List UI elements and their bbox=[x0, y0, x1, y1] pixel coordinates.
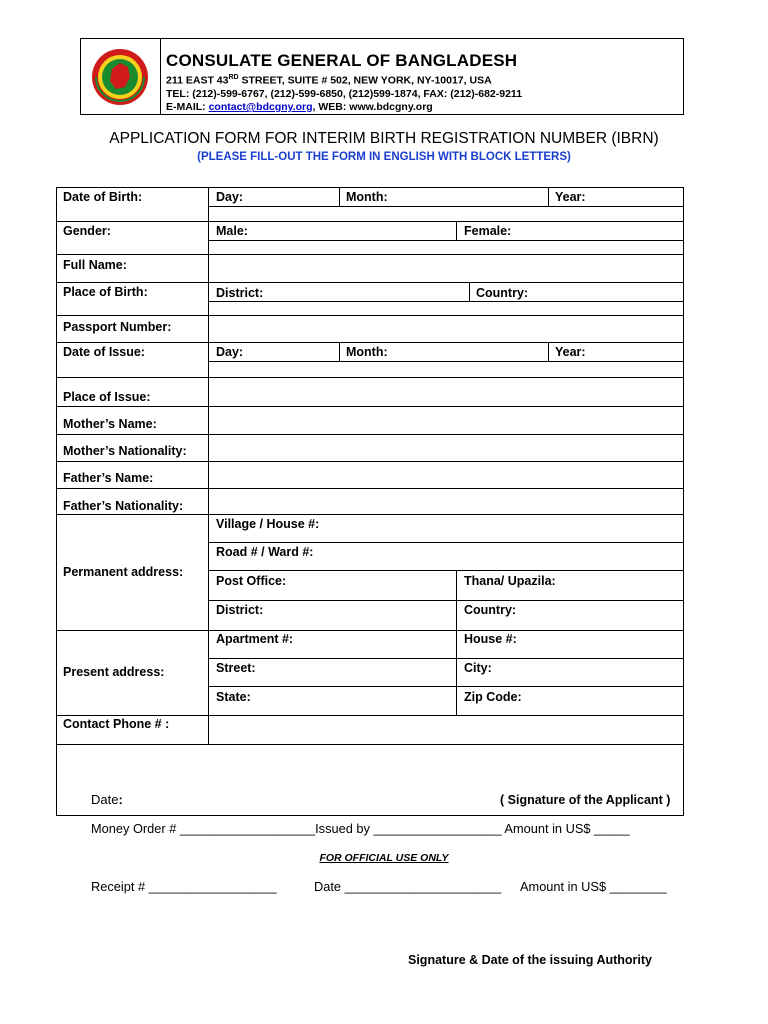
field-permanent-country[interactable]: Country: bbox=[464, 603, 517, 617]
field-village-house[interactable]: Village / House #: bbox=[216, 517, 320, 531]
label-contact-phone: Contact Phone # : bbox=[63, 717, 170, 731]
field-street[interactable]: Street: bbox=[216, 661, 256, 675]
consulate-header bbox=[80, 38, 684, 115]
field-birth-year[interactable]: Year: bbox=[555, 190, 586, 204]
field-zip-code[interactable]: Zip Code: bbox=[464, 690, 522, 704]
label-place-of-issue: Place of Issue: bbox=[63, 390, 151, 404]
field-birth-district[interactable]: District: bbox=[216, 286, 264, 300]
form-title: APPLICATION FORM FOR INTERIM BIRTH REGISTRATION NUMBER (IBRN) bbox=[109, 130, 659, 147]
logo-cell bbox=[81, 39, 161, 114]
label-present-address: Present address: bbox=[63, 665, 165, 679]
field-birth-country[interactable]: Country: bbox=[476, 286, 529, 300]
field-thana-upazila[interactable]: Thana/ Upazila: bbox=[464, 574, 556, 588]
consulate-contact: E-MAIL: contact@bdcgny.org, WEB: www.bdcgny.org bbox=[166, 101, 433, 113]
receipt-line: Receipt # __________________ bbox=[91, 879, 277, 894]
label-mothers-nationality: Mother’s Nationality: bbox=[63, 444, 187, 458]
consulate-phone: TEL: (212)-599-6767, (212)-599-6850, (212)599-1874, FAX: (212)-682-9211 bbox=[166, 88, 523, 100]
label-mothers-name: Mother’s Name: bbox=[63, 417, 157, 431]
consulate-title: CONSULATE GENERAL OF BANGLADESH bbox=[166, 51, 518, 70]
field-female[interactable]: Female: bbox=[464, 224, 512, 238]
field-male[interactable]: Male: bbox=[216, 224, 248, 238]
consulate-address: 211 EAST 43RD STREET, SUITE # 502, NEW YORK, NY-10017, USA bbox=[166, 74, 492, 87]
field-issue-day[interactable]: Day: bbox=[216, 345, 244, 359]
official-use-heading: FOR OFFICIAL USE ONLY bbox=[319, 852, 449, 864]
signature-authority-label: Signature & Date of the issuing Authority bbox=[408, 953, 652, 967]
label-permanent-address: Permanent address: bbox=[63, 565, 184, 579]
fathers-nationality-input[interactable] bbox=[210, 490, 682, 513]
date-label: Date: bbox=[91, 792, 123, 807]
mothers-nationality-input[interactable] bbox=[210, 436, 682, 460]
label-date-of-issue: Date of Issue: bbox=[63, 345, 145, 359]
money-order-line: Money Order # ___________________Issued by __________________ Amount in US$ _____ bbox=[91, 821, 630, 836]
field-city[interactable]: City: bbox=[464, 661, 492, 675]
field-birth-month[interactable]: Month: bbox=[346, 190, 388, 204]
fathers-name-input[interactable] bbox=[210, 463, 682, 487]
form-subtitle: (PLEASE FILL-OUT THE FORM IN ENGLISH WITH BLOCK LETTERS) bbox=[197, 151, 571, 163]
field-apartment[interactable]: Apartment #: bbox=[216, 632, 294, 646]
label-date-of-birth: Date of Birth: bbox=[63, 190, 143, 204]
official-date-line: Date ______________________ bbox=[314, 879, 502, 894]
full-name-input[interactable] bbox=[210, 256, 682, 281]
label-place-of-birth: Place of Birth: bbox=[63, 285, 148, 299]
field-house[interactable]: House #: bbox=[464, 632, 517, 646]
field-issue-year[interactable]: Year: bbox=[555, 345, 586, 359]
label-passport-number: Passport Number: bbox=[63, 320, 172, 334]
signature-applicant-label: ( Signature of the Applicant ) bbox=[500, 793, 671, 807]
mothers-name-input[interactable] bbox=[210, 408, 682, 433]
label-fathers-nationality: Father’s Nationality: bbox=[63, 499, 184, 513]
field-state[interactable]: State: bbox=[216, 690, 251, 704]
bangladesh-emblem-icon bbox=[90, 47, 150, 107]
field-birth-day[interactable]: Day: bbox=[216, 190, 244, 204]
field-issue-month[interactable]: Month: bbox=[346, 345, 388, 359]
field-road-ward[interactable]: Road # / Ward #: bbox=[216, 545, 314, 559]
email-link[interactable]: contact@bdcgny.org bbox=[208, 101, 313, 113]
field-post-office[interactable]: Post Office: bbox=[216, 574, 287, 588]
place-of-issue-input[interactable] bbox=[210, 379, 682, 405]
passport-number-input[interactable] bbox=[210, 317, 682, 341]
contact-phone-input[interactable] bbox=[210, 717, 682, 743]
label-full-name: Full Name: bbox=[63, 258, 127, 272]
label-fathers-name: Father’s Name: bbox=[63, 471, 154, 485]
field-permanent-district[interactable]: District: bbox=[216, 603, 264, 617]
label-gender: Gender: bbox=[63, 224, 111, 238]
official-amount-line: Amount in US$ ________ bbox=[520, 879, 667, 894]
